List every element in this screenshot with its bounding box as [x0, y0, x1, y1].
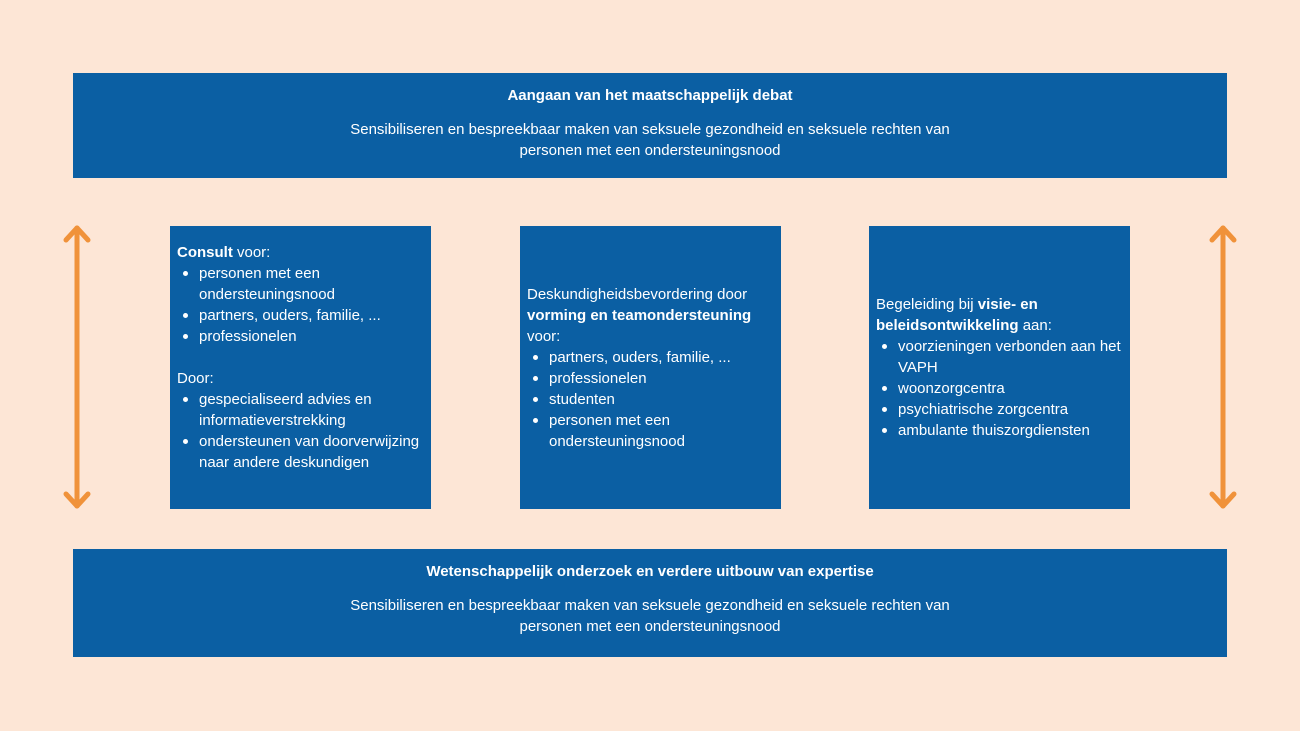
list-item: gespecialiseerd advies en informatieverstrekking — [177, 389, 423, 431]
vorming-intro-bold: vorming en teamondersteuning — [527, 306, 752, 324]
list-item: professionelen — [177, 326, 423, 347]
bottom-banner-text: Sensibiliseren en bespreekbaar maken van seksuele gezondheid en seksuele rechten van personen met een ondersteuningsnood — [350, 597, 950, 635]
vorming-intro — [527, 284, 773, 347]
consult-for-list — [177, 263, 423, 347]
list-item: professionelen — [527, 368, 773, 389]
list-item: partners, ouders, familie, ... — [527, 347, 773, 368]
list-item: ondersteunen van doorverwijzing naar andere deskundigen — [177, 431, 423, 473]
beleid-intro-end: aan: — [1018, 317, 1052, 334]
bottom-banner — [73, 549, 1227, 657]
right-double-arrow-icon — [1208, 222, 1238, 512]
list-item: ambulante thuiszorgdiensten — [876, 420, 1122, 441]
top-banner — [73, 73, 1227, 178]
consult-heading-rest: voor: — [232, 244, 271, 261]
card-consult — [170, 226, 431, 509]
beleid-list — [876, 336, 1122, 441]
beleid-intro — [876, 294, 1122, 336]
list-item: personen met een ondersteuningsnood — [527, 410, 773, 452]
list-item: voorzieningen verbonden aan het VAPH — [876, 336, 1122, 378]
list-item: studenten — [527, 389, 773, 410]
consult-heading-bold: Consult — [177, 244, 233, 261]
vorming-list — [527, 347, 773, 452]
consult-by-label: Door: — [177, 370, 214, 387]
top-banner-title: Aangaan van het maatschappelijk debat — [507, 87, 793, 104]
card-vorming — [520, 226, 781, 509]
consult-by-list — [177, 389, 423, 473]
list-item: partners, ouders, familie, ... — [177, 305, 423, 326]
card-beleid — [869, 226, 1130, 509]
list-item: psychiatrische zorgcentra — [876, 399, 1122, 420]
vorming-intro-text: Deskundigheidsbevordering door — [527, 285, 748, 303]
top-banner-text: Sensibiliseren en bespreekbaar maken van seksuele gezondheid en seksuele rechten van personen met een ondersteuningsnood — [350, 121, 950, 159]
vorming-intro-end: voor: — [527, 327, 561, 345]
left-double-arrow-icon — [62, 222, 92, 512]
beleid-intro-text: Begeleiding bij — [876, 296, 978, 313]
list-item: personen met een ondersteuningsnood — [177, 263, 423, 305]
beleid-intro-bold: visie- en beleidsontwikkeling — [876, 296, 1038, 334]
bottom-banner-title: Wetenschappelijk onderzoek en verdere uitbouw van expertise — [426, 563, 874, 580]
list-item: woonzorgcentra — [876, 378, 1122, 399]
consult-heading — [177, 242, 423, 263]
